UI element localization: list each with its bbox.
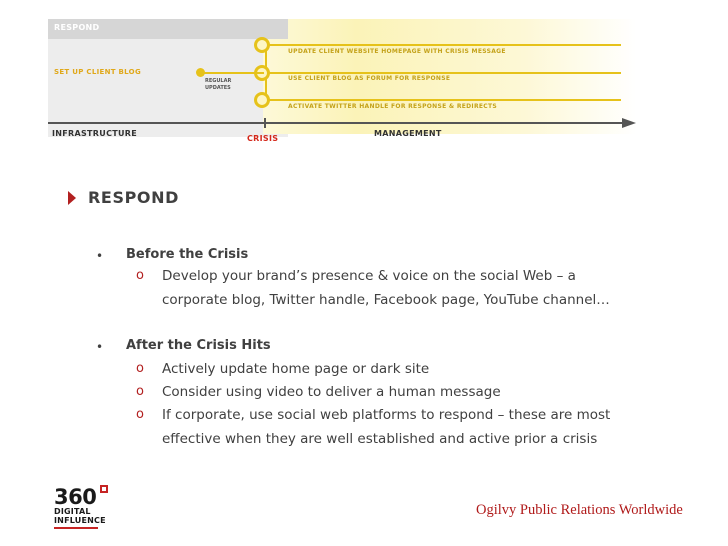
logo-number: 360	[54, 485, 97, 509]
action-label-1: UPDATE CLIENT WEBSITE HOMEPAGE WITH CRISIS MESSAGE	[288, 48, 506, 55]
blog-connector-line	[200, 72, 264, 74]
ogilvy-logo-text: Ogilvy Public Relations Worldwide	[476, 502, 683, 518]
heading-arrow-icon	[68, 191, 76, 205]
respond-label: RESPOND	[54, 23, 100, 32]
timeline-arrowhead	[622, 118, 636, 128]
action-node-3	[254, 92, 270, 108]
axis-label-crisis: CRISIS	[247, 134, 279, 143]
crisis-tick	[264, 118, 266, 128]
axis-label-infrastructure: INFRASTRUCTURE	[52, 129, 138, 138]
logo-degree-mark	[100, 485, 108, 493]
action-line-1	[261, 44, 621, 46]
blog-node	[196, 68, 205, 77]
action-label-2: USE CLIENT BLOG AS FORUM FOR RESPONSE	[288, 75, 451, 82]
sub-bullet-glyph: o	[136, 361, 144, 376]
logo-rule	[54, 527, 98, 529]
action-line-2	[261, 72, 621, 74]
sub-item-text: effective when they are well established and active prior a crisis	[162, 431, 598, 447]
regular-updates-label: REGULAR UPDATES	[205, 78, 232, 91]
bullet-glyph: •	[96, 340, 104, 354]
logo-word-influence: INFLUENCE	[54, 516, 106, 525]
360-digital-influence-logo	[54, 485, 114, 539]
axis-label-management: MANAGEMENT	[374, 129, 442, 138]
sub-item-text: Develop your brand’s presence & voice on the social Web – a	[162, 268, 576, 284]
setup-client-blog-label: SET UP CLIENT BLOG	[54, 68, 141, 76]
sub-item-text: If corporate, use social web platforms to respond – these are most	[162, 407, 611, 423]
action-label-3: ACTIVATE TWITTER HANDLE FOR RESPONSE & REDIRECTS	[288, 103, 497, 110]
bullet-glyph: •	[96, 249, 104, 263]
bullet-before-crisis: Before the Crisis	[126, 247, 249, 262]
timeline-axis	[48, 122, 624, 124]
logo-word-digital: DIGITAL	[54, 507, 91, 516]
section-heading: RESPOND	[88, 188, 179, 207]
crisis-timeline-diagram	[48, 14, 636, 152]
sub-item-text: Actively update home page or dark site	[162, 361, 430, 377]
sub-item-text: corporate blog, Twitter handle, Facebook page, YouTube channel…	[162, 292, 610, 308]
action-node-1	[254, 37, 270, 53]
sub-item-text: Consider using video to deliver a human message	[162, 384, 501, 400]
sub-bullet-glyph: o	[136, 407, 144, 422]
sub-bullet-glyph: o	[136, 384, 144, 399]
sub-bullet-glyph: o	[136, 268, 144, 283]
bullet-after-crisis: After the Crisis Hits	[126, 338, 271, 353]
action-line-3	[261, 99, 621, 101]
